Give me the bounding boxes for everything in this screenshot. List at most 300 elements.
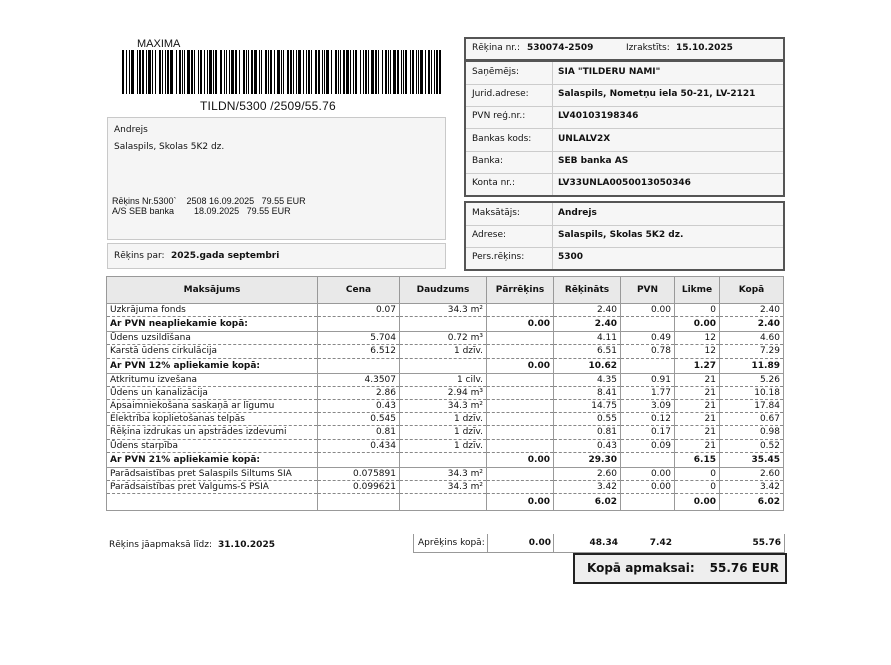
table-cell: 0.72 m³	[400, 332, 487, 345]
table-cell	[487, 467, 554, 480]
barcode-bar	[129, 50, 130, 94]
barcode-bar	[416, 50, 417, 94]
invoice-number-header	[464, 37, 785, 61]
barcode-bar	[200, 50, 202, 94]
barcode-bar	[436, 50, 438, 94]
table-cell	[400, 317, 487, 332]
barcode-bar	[209, 50, 212, 94]
table-cell: 11.89	[720, 358, 784, 373]
barcode-bar	[375, 50, 377, 94]
amount-due-box	[573, 553, 787, 584]
payee-row	[466, 173, 783, 195]
barcode-bar	[261, 50, 262, 94]
column-header: Cena	[318, 277, 400, 304]
table-cell: 0.43	[554, 439, 621, 452]
table-cell	[621, 358, 675, 373]
barcode-bar	[401, 50, 402, 94]
table-cell: 1 cilv.	[400, 373, 487, 386]
barcode-bar	[340, 50, 341, 94]
barcode-bar	[159, 50, 161, 94]
table-cell: 0.545	[318, 413, 400, 426]
table-cell: 1.27	[675, 358, 720, 373]
barcode-bar	[331, 50, 332, 94]
table-cell: 6.02	[720, 494, 784, 511]
table-row	[107, 345, 784, 358]
column-header: Rēķināts	[554, 277, 621, 304]
table-cell	[621, 452, 675, 467]
table-cell	[487, 386, 554, 399]
table-cell: 0.00	[487, 358, 554, 373]
table-cell: 0.00	[487, 317, 554, 332]
payee-row	[466, 129, 783, 152]
barcode-bar	[378, 50, 379, 94]
barcode-bar	[198, 50, 199, 94]
table-row	[107, 467, 784, 480]
due-date	[109, 540, 275, 550]
barcode-bar	[243, 50, 245, 94]
barcode-bar	[187, 50, 190, 94]
table-cell: 21	[675, 413, 720, 426]
barcode-bar	[418, 50, 419, 94]
barcode-bar	[165, 50, 166, 94]
barcode-bar	[204, 50, 205, 94]
payee-key: Saņēmējs:	[472, 67, 519, 78]
barcode-bar	[388, 50, 389, 94]
table-cell: 0.075891	[318, 467, 400, 480]
payee-value: UNLALV2X	[558, 133, 611, 144]
table-cell: 0	[675, 304, 720, 317]
brand-name: MAXIMA	[137, 38, 181, 50]
barcode-bar	[184, 50, 185, 94]
totals-pvn: 7.42	[649, 538, 672, 548]
table-cell	[487, 399, 554, 412]
barcode-bar	[338, 50, 339, 94]
payer-key: Adrese:	[472, 230, 507, 240]
table-cell: 10.18	[720, 386, 784, 399]
barcode-bar	[235, 50, 237, 94]
barcode-bar	[346, 50, 349, 94]
barcode-bar	[420, 50, 423, 94]
table-cell: Apsaimniekošana saskaņā ar līgumu	[107, 399, 318, 412]
barcode-bar	[293, 50, 294, 94]
barcode-bar	[296, 50, 297, 94]
barcode-bar	[268, 50, 269, 94]
barcode-bar	[306, 50, 307, 94]
barcode-bar	[428, 50, 430, 94]
invoice-number: 530074-2509	[527, 43, 594, 53]
table-cell: 4.60	[720, 332, 784, 345]
table-cell: 35.45	[720, 452, 784, 467]
barcode-bar	[248, 50, 249, 94]
subtotal-row	[107, 494, 784, 511]
payer-row	[466, 247, 783, 269]
previous-payment-line: A/S SEB banka 18.09.2025 79.55 EUR	[112, 206, 291, 216]
table-cell: 2.40	[554, 304, 621, 317]
barcode-bar	[182, 50, 183, 94]
table-cell: 6.51	[554, 345, 621, 358]
subtotal-row	[107, 452, 784, 467]
table-cell: Parādsaistības pret Valgums-S PSIA	[107, 480, 318, 493]
barcode-bar	[270, 50, 272, 94]
table-cell: Parādsaistības pret Salaspils Siltums SIA	[107, 467, 318, 480]
barcode-bar	[363, 50, 364, 94]
period-label: Rēķins par:	[114, 251, 165, 261]
table-cell: 3.42	[554, 480, 621, 493]
table-cell: 8.41	[554, 386, 621, 399]
table-cell: 2.40	[720, 317, 784, 332]
payer-row	[466, 225, 783, 248]
table-cell	[487, 304, 554, 317]
table-cell: 0.434	[318, 439, 400, 452]
table-cell: 0.67	[720, 413, 784, 426]
payer-value: Andrejs	[558, 208, 597, 218]
period-value: 2025.gada septembri	[171, 251, 280, 261]
totals-parrekins: 0.00	[528, 538, 551, 548]
table-cell: 21	[675, 426, 720, 439]
table-cell	[487, 413, 554, 426]
table-row	[107, 399, 784, 412]
barcode-bar	[343, 50, 345, 94]
table-cell: 0.00	[487, 452, 554, 467]
table-cell	[107, 494, 318, 511]
barcode-bar	[191, 50, 193, 94]
payee-row	[466, 84, 783, 107]
table-cell: 7.29	[720, 345, 784, 358]
table-cell	[487, 439, 554, 452]
table-cell: 0.00	[675, 317, 720, 332]
barcode-bar	[368, 50, 369, 94]
table-cell: 0.55	[554, 413, 621, 426]
barcode-bar	[231, 50, 234, 94]
payer-value: 5300	[558, 252, 584, 262]
payer-value: Salaspils, Skolas 5K2 dz.	[558, 230, 684, 240]
table-cell: 4.35	[554, 373, 621, 386]
table-cell	[400, 452, 487, 467]
payee-row	[466, 151, 783, 174]
column-header: PVN	[621, 277, 675, 304]
table-cell	[318, 317, 400, 332]
table-cell: 1 dzīv.	[400, 439, 487, 452]
table-cell: 6.512	[318, 345, 400, 358]
table-cell: 0	[675, 480, 720, 493]
table-cell: 0.17	[621, 426, 675, 439]
table-cell: Ūdens starpība	[107, 439, 318, 452]
barcode-bar	[287, 50, 289, 94]
table-cell	[318, 358, 400, 373]
table-cell	[318, 452, 400, 467]
barcode-bar	[281, 50, 282, 94]
table-cell: 6.02	[554, 494, 621, 511]
payer-row	[466, 203, 783, 226]
barcode-bar	[152, 50, 153, 94]
table-cell: 29.30	[554, 452, 621, 467]
totals-kopa: 55.76	[752, 538, 781, 548]
barcode-bar	[390, 50, 391, 94]
table-cell: 0.099621	[318, 480, 400, 493]
barcode-bar	[322, 50, 323, 94]
totals-rekinats: 48.34	[589, 538, 618, 548]
table-cell	[487, 345, 554, 358]
barcode-bar	[215, 50, 217, 94]
table-row	[107, 426, 784, 439]
table-cell: 34.3 m²	[400, 480, 487, 493]
table-cell: Karstā ūdens cirkulācija	[107, 345, 318, 358]
table-row	[107, 304, 784, 317]
billing-period	[107, 243, 446, 269]
table-row	[107, 480, 784, 493]
barcode-bar	[425, 50, 426, 94]
barcode-bar	[335, 50, 337, 94]
table-cell: 12	[675, 332, 720, 345]
barcode-bar	[254, 50, 257, 94]
table-cell: 0.91	[621, 373, 675, 386]
barcode-bar	[239, 50, 240, 94]
table-cell: Ūdens un kanalizācija	[107, 386, 318, 399]
column-header: Kopā	[720, 277, 784, 304]
barcode-bar	[224, 50, 225, 94]
totals-label: Aprēķins kopā:	[418, 538, 485, 548]
barcode-bar	[412, 50, 414, 94]
table-cell: 14.75	[554, 399, 621, 412]
barcode-bar	[274, 50, 275, 94]
table-cell: 4.3507	[318, 373, 400, 386]
barcode-bar	[303, 50, 304, 94]
totals-values	[487, 534, 785, 553]
table-cell	[487, 480, 554, 493]
barcode-bar	[139, 50, 141, 94]
barcode-bar	[298, 50, 301, 94]
barcode-bar	[155, 50, 156, 94]
barcode-bar	[167, 50, 169, 94]
table-cell: 10.62	[554, 358, 621, 373]
barcode-bar	[283, 50, 284, 94]
table-cell: 12	[675, 345, 720, 358]
table-cell: 1.77	[621, 386, 675, 399]
payee-value: SEB banka AS	[558, 155, 629, 166]
barcode-bar	[146, 50, 147, 94]
barcode-bar	[277, 50, 280, 94]
payee-row	[466, 62, 783, 85]
barcode-bar	[353, 50, 354, 94]
payee-key: Bankas kods:	[472, 133, 532, 144]
table-cell: 5.26	[720, 373, 784, 386]
barcode-bar	[431, 50, 432, 94]
table-row	[107, 373, 784, 386]
table-cell: 5.704	[318, 332, 400, 345]
table-cell: 34.3 m²	[400, 467, 487, 480]
table-row	[107, 332, 784, 345]
barcode-bar	[405, 50, 407, 94]
barcode-bar	[259, 50, 260, 94]
barcode-bar	[324, 50, 325, 94]
table-cell: Ar PVN 21% apliekamie kopā:	[107, 452, 318, 467]
column-header: Maksājums	[107, 277, 318, 304]
subtotal-row	[107, 358, 784, 373]
payee-panel	[464, 60, 785, 197]
table-cell: 34.3 m²	[400, 304, 487, 317]
barcode-bar	[170, 50, 173, 94]
table-cell: Uzkrājuma fonds	[107, 304, 318, 317]
table-cell: 2.40	[554, 317, 621, 332]
barcode-bar	[251, 50, 253, 94]
barcode-bar	[371, 50, 374, 94]
table-cell: 0.09	[621, 439, 675, 452]
barcode-bar	[365, 50, 367, 94]
barcode-bar	[207, 50, 208, 94]
table-cell: 2.60	[554, 467, 621, 480]
table-cell: 0	[675, 467, 720, 480]
table-cell	[487, 426, 554, 439]
barcode-bar	[162, 50, 163, 94]
table-cell: 0.52	[720, 439, 784, 452]
barcode-bar	[265, 50, 267, 94]
barcode-bar	[382, 50, 383, 94]
table-cell: Elektrība koplietošanas telpās	[107, 413, 318, 426]
barcode-bar	[403, 50, 404, 94]
barcode-bar	[393, 50, 396, 94]
table-cell: Ar PVN 12% apliekamie kopā:	[107, 358, 318, 373]
barcode-bar	[246, 50, 247, 94]
barcode-bar	[213, 50, 214, 94]
barcode-bar	[410, 50, 411, 94]
barcode-bar	[350, 50, 351, 94]
table-cell	[487, 332, 554, 345]
table-cell: 0.81	[318, 426, 400, 439]
payee-value: LV40103198346	[558, 111, 639, 122]
barcode-bar	[315, 50, 317, 94]
previous-invoice-line: Rēķins Nr.5300` 2508 16.09.2025 79.55 EUR	[112, 196, 306, 206]
subtotal-row	[107, 317, 784, 332]
table-row	[107, 413, 784, 426]
table-cell: 2.94 m³	[400, 386, 487, 399]
barcode-bar	[308, 50, 310, 94]
barcode-bar	[194, 50, 195, 94]
table-cell: 4.11	[554, 332, 621, 345]
barcode-bar	[360, 50, 361, 94]
table-cell: 21	[675, 399, 720, 412]
barcode-bar	[176, 50, 177, 94]
barcode-bar	[122, 50, 124, 94]
payee-value: SIA "TILDERU NAMI"	[558, 67, 661, 78]
table-cell: 6.15	[675, 452, 720, 467]
payer-key: Pers.rēķins:	[472, 252, 525, 262]
barcode-bar	[311, 50, 312, 94]
issued-label: Izrakstīts:	[626, 43, 670, 53]
payer-key: Maksātājs:	[472, 208, 520, 218]
barcode-bar	[318, 50, 320, 94]
recipient-name: Andrejs	[114, 125, 148, 135]
table-cell: 0.00	[621, 480, 675, 493]
table-cell	[621, 317, 675, 332]
table-cell: 0.12	[621, 413, 675, 426]
table-cell: 0.43	[318, 399, 400, 412]
table-cell: 21	[675, 386, 720, 399]
charges-table	[106, 276, 784, 511]
table-cell: 34.3 m²	[400, 399, 487, 412]
barcode-bar	[179, 50, 181, 94]
amount-due-label: Kopā apmaksai:	[587, 561, 695, 575]
table-cell: 3.09	[621, 399, 675, 412]
barcode-bar	[439, 50, 441, 94]
table-cell	[400, 358, 487, 373]
table-cell: 21	[675, 373, 720, 386]
table-cell: 17.84	[720, 399, 784, 412]
barcode-text: TILDN/5300 /2509/55.76	[200, 99, 336, 113]
issued-date: 15.10.2025	[676, 43, 733, 53]
barcode-bar	[290, 50, 292, 94]
table-cell: 0.98	[720, 426, 784, 439]
table-cell: 0.00	[487, 494, 554, 511]
table-row	[107, 439, 784, 452]
table-cell: Ar PVN neapliekamie kopā:	[107, 317, 318, 332]
barcode-bar	[131, 50, 134, 94]
table-cell: 3.42	[720, 480, 784, 493]
payee-row	[466, 106, 783, 129]
table-cell: 2.60	[720, 467, 784, 480]
table-cell: 0.49	[621, 332, 675, 345]
barcode-bar	[126, 50, 127, 94]
table-cell: Rēķina izdrukas un apstrādes izdevumi	[107, 426, 318, 439]
barcode-bar	[326, 50, 329, 94]
table-cell: 0.00	[675, 494, 720, 511]
column-header: Likme	[675, 277, 720, 304]
table-cell	[318, 494, 400, 511]
table-cell: 0.78	[621, 345, 675, 358]
column-header: Pārrēķins	[487, 277, 554, 304]
barcode	[122, 50, 445, 94]
table-cell: 2.40	[720, 304, 784, 317]
due-value: 31.10.2025	[218, 540, 275, 550]
table-cell: Ūdens uzsildīšana	[107, 332, 318, 345]
table-cell	[487, 373, 554, 386]
table-header-row	[107, 277, 784, 304]
barcode-bar	[397, 50, 399, 94]
barcode-bar	[434, 50, 435, 94]
table-cell: 2.86	[318, 386, 400, 399]
barcode-bar	[220, 50, 222, 94]
payee-value: LV33UNLA0050013050346	[558, 177, 691, 188]
table-cell: Atkritumu izvešana	[107, 373, 318, 386]
payee-key: Banka:	[472, 155, 503, 166]
barcode-bar	[385, 50, 387, 94]
payee-key: Konta nr.:	[472, 177, 516, 188]
barcode-bar	[137, 50, 138, 94]
recipient-address-box	[107, 117, 446, 240]
barcode-bar	[142, 50, 144, 94]
table-cell: 1 dzīv.	[400, 345, 487, 358]
table-cell: 21	[675, 439, 720, 452]
payee-key: Jurid.adrese:	[472, 89, 529, 100]
table-cell: 0.07	[318, 304, 400, 317]
recipient-address: Salaspils, Skolas 5K2 dz.	[114, 142, 225, 152]
payee-key: PVN reģ.nr.:	[472, 111, 526, 122]
table-cell: 1 dzīv.	[400, 426, 487, 439]
column-header: Daudzums	[400, 277, 487, 304]
table-cell: 0.00	[621, 467, 675, 480]
barcode-bar	[355, 50, 357, 94]
barcode-bar	[229, 50, 230, 94]
table-cell: 1 dzīv.	[400, 413, 487, 426]
payee-value: Salaspils, Nometņu iela 50-21, LV-2121	[558, 89, 756, 100]
due-label: Rēķins jāapmaksā līdz:	[109, 540, 213, 550]
barcode-bar	[226, 50, 227, 94]
table-cell: 0.81	[554, 426, 621, 439]
payer-panel	[464, 201, 785, 271]
table-row	[107, 386, 784, 399]
invoice-number-label: Rēķina nr.:	[472, 43, 521, 53]
amount-due-value: 55.76 EUR	[709, 561, 779, 575]
table-cell: 0.00	[621, 304, 675, 317]
